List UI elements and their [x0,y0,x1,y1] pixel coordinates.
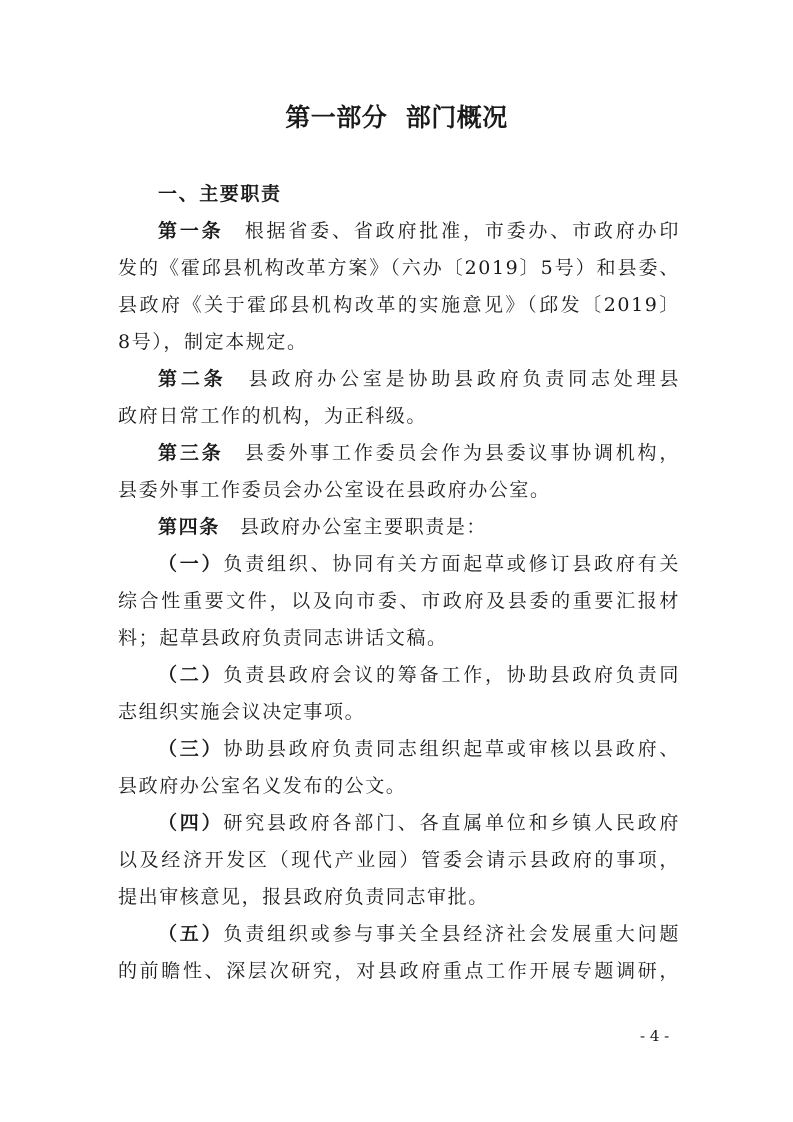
article-1-line-2: 发的《霍邱县机构改革方案》（六办〔2019〕5号）和县委、 [118,257,680,279]
page-number: - 4 - [640,1027,670,1045]
article-1-line-1 [118,213,680,250]
item-5-label: （五） [158,923,224,945]
article-2-label: 第二条 [158,368,227,390]
item-4-line-1 [118,805,680,842]
item-1-text: 负责组织、协同有关方面起草或修订县政府有关 [223,553,680,575]
item-4-text: 研究县政府各部门、各直属单位和乡镇人民政府 [223,812,680,834]
article-4-label: 第四条 [158,516,220,538]
item-1-line-3: 料；起草县政府负责同志讲话文稿。 [118,627,448,649]
document-body [118,176,680,990]
article-3-line-1 [118,435,680,472]
item-4-label: （四） [158,812,224,834]
article-3-text: 县委外事工作委员会作为县委议事协调机构， [243,442,680,464]
section-heading: 一、主要职责 [158,183,282,205]
item-1-line-2: 综合性重要文件，以及向市委、市政府及县委的重要汇报材 [118,590,680,612]
item-3-text: 协助县政府负责同志组织起草或审核以县政府、 [223,738,680,760]
article-1-line-4: 8号），制定本规定。 [118,331,308,353]
article-4-line-1 [118,509,680,546]
item-4-line-2: 以及经济开发区（现代产业园）管委会请示县政府的事项， [118,849,680,871]
item-1-line-1 [118,546,680,583]
article-2-line-1 [118,361,680,398]
item-2-label: （二） [158,664,224,686]
article-2-line-2: 政府日常工作的机构，为正科级。 [118,405,428,427]
item-3-label: （三） [158,738,224,760]
item-4-line-3: 提出审核意见，报县政府负责同志审批。 [118,886,489,908]
article-2-text: 县政府办公室是协助县政府负责同志处理县 [246,368,680,390]
item-5-text: 负责组织或参与事关全县经济社会发展重大问题 [223,923,680,945]
article-3-line-2: 县委外事工作委员会办公室设在县政府办公室。 [118,479,551,501]
item-2-line-1 [118,657,680,694]
item-2-text: 负责县政府会议的筹备工作，协助县政府负责同 [223,664,680,686]
item-5-line-2: 的前瞻性、深层次研究，对县政府重点工作开展专题调研， [118,960,680,982]
item-3-line-2: 县政府办公室名义发布的公文。 [118,775,407,797]
item-2-line-2: 志组织实施会议决定事项。 [118,701,366,723]
article-4-text: 县政府办公室主要职责是： [239,516,488,538]
article-1-line-3: 县政府《关于霍邱县机构改革的实施意见》（邱发〔2019〕 [118,294,680,316]
page-title: 第一部分 部门概况 [285,103,508,132]
article-3-label: 第三条 [158,442,224,464]
item-1-label: （一） [158,553,224,575]
article-1-text: 根据省委、省政府批准，市委办、市政府办印 [243,220,680,242]
item-5-line-1 [118,916,680,953]
item-3-line-1 [118,731,680,768]
article-1-label: 第一条 [158,220,224,242]
